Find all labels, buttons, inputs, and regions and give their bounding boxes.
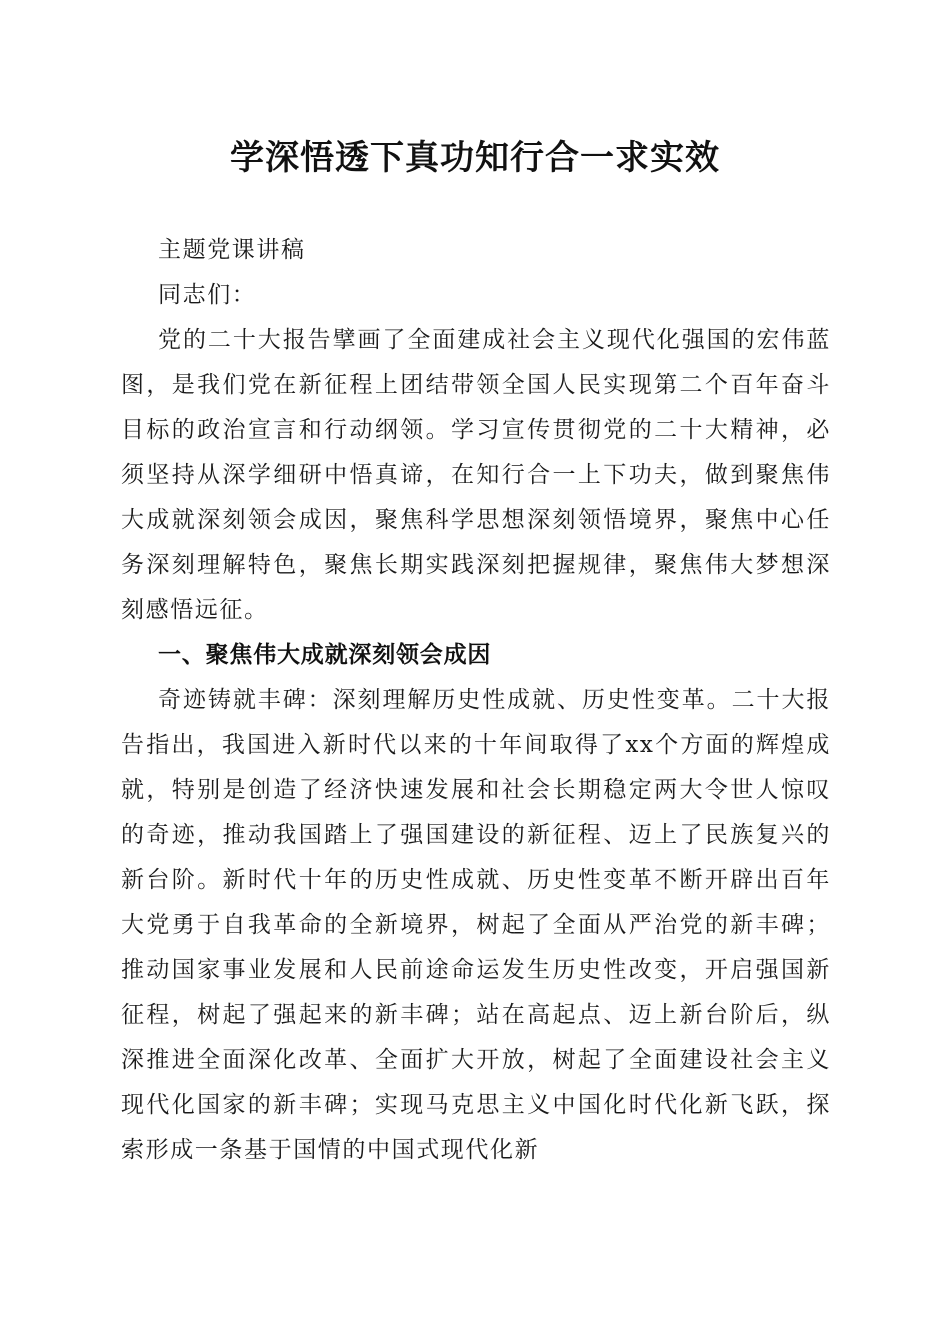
document-subtitle: 主题党课讲稿 <box>158 237 306 263</box>
section-heading-1: 一、聚焦伟大成就深刻领会成因 <box>158 642 492 668</box>
section-1-paragraph: 奇迹铸就丰碑：深刻理解历史性成就、历史性变革。二十大报告指出，我国进入新时代以来的十年间取得了xx个方面的辉煌成就，特别是创造了经济快速发展和社会长期稳定两大令世人惊叹的奇迹，推动我国踏上了强国建设的新征程、迈上了民族复兴的新台阶。新时代十年的历史性成就、历史性变革不断开辟出百年大党勇于自我革命的全新境界，树起了全面从严治党的新丰碑；推动国家事业发展和人民前途命运发生历史性改变，开启强国新征程，树起了强起来的新丰碑；站在高起点、迈上新台阶后，纵深推进全面深化改革、全面扩大开放，树起了全面建设社会主义现代化国家的新丰碑；实现马克思主义中国化时代化新飞跃，探索形成一条基于国情的中国式现代化新 <box>121 687 831 1163</box>
salutation: 同志们： <box>158 282 257 308</box>
document-body <box>121 228 831 1173</box>
intro-paragraph: 党的二十大报告擘画了全面建成社会主义现代化强国的宏伟蓝图，是我们党在新征程上团结带领全国人民实现第二个百年奋斗目标的政治宣言和行动纲领。学习宣传贯彻党的二十大精神，必须坚持从深学细研中悟真谛，在知行合一上下功夫，做到聚焦伟大成就深刻领会成因，聚焦科学思想深刻领悟境界，聚焦中心任务深刻理解特色，聚焦长期实践深刻把握规律，聚焦伟大梦想深刻感悟远征。 <box>121 327 831 623</box>
document-title: 学深悟透下真功知行合一求实效 <box>230 138 720 178</box>
